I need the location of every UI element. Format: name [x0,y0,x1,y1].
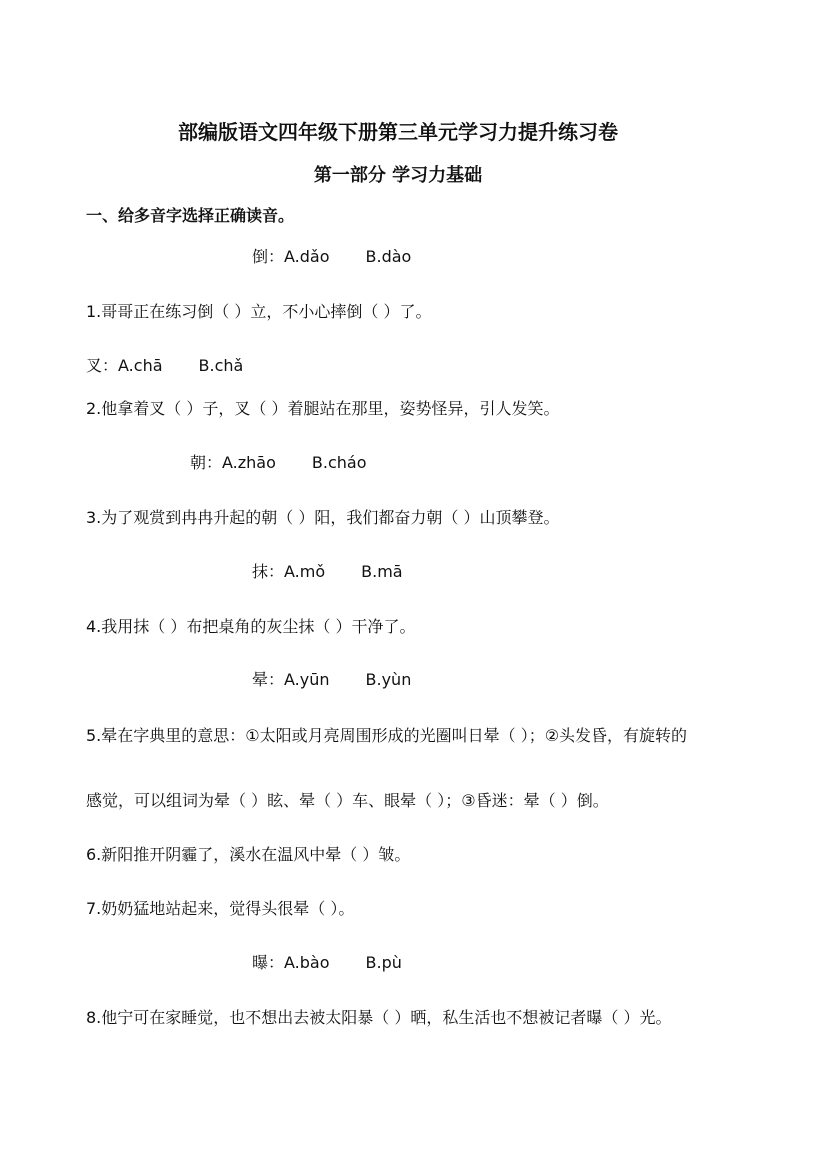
option-a: A.zhāo [222,453,276,472]
polyphone-char: 晕： [252,670,285,689]
question-1: 1.哥哥正在练习倒（ ）立，不小心摔倒（ ）了。 [86,302,432,321]
question-5-line-2: 感觉，可以组词为晕（ ）眩、晕（ ）车、眼晕（ ）；③昏迷：晕（ ）倒。 [86,791,609,810]
pinyin-options-chao [190,453,367,473]
question-7: 7.奶奶猛地站起来，觉得头很晕（ ）。 [86,899,355,918]
option-b: B.yùn [365,670,412,689]
pinyin-options-dao [252,247,411,267]
polyphone-char: 朝： [190,453,223,472]
question-8: 8.他宁可在家睡觉，也不想出去被太阳暴（ ）晒，私生活也不想被记者曝（ ）光。 [86,1008,672,1027]
option-b: B.chǎ [198,356,244,375]
option-a: A.bào [284,953,330,972]
option-a: A.yūn [284,670,330,689]
option-a: A.dǎo [284,247,330,266]
option-b: B.cháo [311,453,367,472]
option-b: B.mā [361,562,403,581]
option-a: A.chā [118,356,163,375]
question-4: 4.我用抹（ ）布把桌角的灰尘抹（ ）干净了。 [86,617,416,636]
page-title: 部编版语文四年级下册第三单元学习力提升练习卷 [178,120,618,144]
pinyin-options-cha [86,356,243,376]
option-b: B.pù [365,953,402,972]
pinyin-options-pu [252,953,402,973]
polyphone-char: 倒： [252,247,285,266]
polyphone-char: 叉： [86,356,119,375]
polyphone-char: 抹： [252,562,285,581]
option-a: A.mǒ [284,562,326,581]
option-b: B.dào [365,247,412,266]
pinyin-options-yun [252,670,411,690]
question-2: 2.他拿着叉（ ）子，叉（ ）着腿站在那里，姿势怪异，引人发笑。 [86,399,560,418]
pinyin-options-mo [252,562,403,582]
question-3: 3.为了观赏到冉冉升起的朝（ ）阳，我们都奋力朝（ ）山顶攀登。 [86,508,560,527]
question-6: 6.新阳推开阴霾了，溪水在温风中晕（ ）皱。 [86,845,411,864]
part-title: 第一部分 学习力基础 [313,165,483,186]
polyphone-char: 曝： [252,953,285,972]
section-heading: 一、给多音字选择正确读音。 [86,206,295,225]
question-5-line-1: 5.晕在字典里的意思：①太阳或月亮周围形成的光圈叫日晕（ ）；②头发昏，有旋转的 [86,726,688,745]
